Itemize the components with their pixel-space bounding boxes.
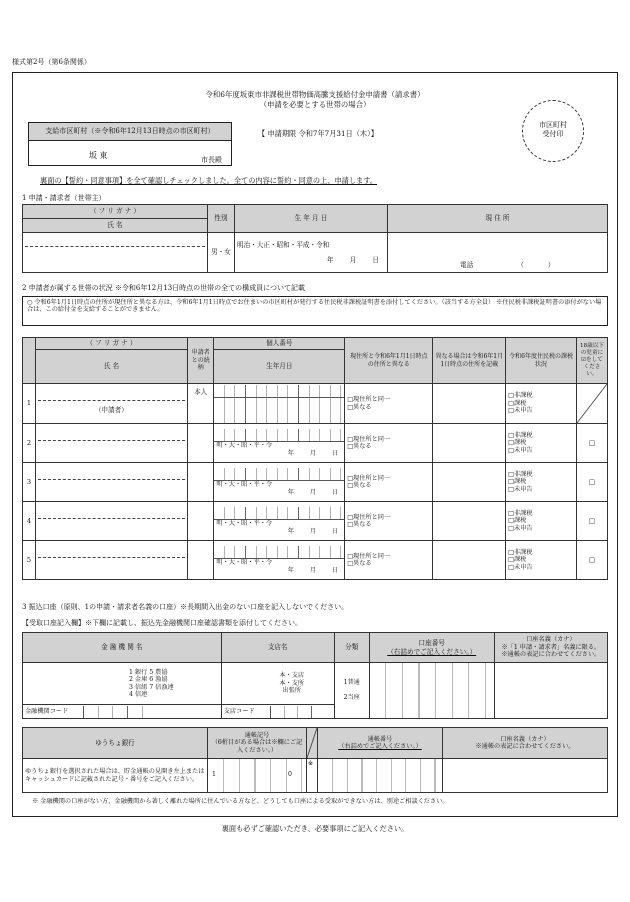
- branch-header: 支店名: [221, 633, 334, 663]
- recipient-label: 支給市区町村（※令和6年12月13日時点の市区町村）: [29, 123, 231, 141]
- gender-header: 性別: [208, 205, 235, 233]
- stamp-line2: 受付印: [542, 129, 564, 138]
- form-code: 様式第2号（第6条関係）: [12, 58, 91, 66]
- row-number-header: [23, 338, 36, 384]
- tax-status-field[interactable]: □非課税 □課税 □未申告: [506, 502, 577, 541]
- member-name-field[interactable]: [35, 502, 187, 541]
- row-number: 2: [23, 424, 36, 463]
- yucho-table: [22, 727, 608, 793]
- row-number: 1: [23, 384, 36, 424]
- consent-statement: 裏面の【誓約・同意事項】を全て確認しチェックしました。全ての内容に誓約・同意の上、申請します。: [40, 176, 378, 185]
- household-birth-header: 生年月日: [214, 350, 345, 384]
- previous-address-field[interactable]: [433, 502, 506, 541]
- applicant-table: [22, 204, 608, 273]
- recipient-box: [28, 122, 232, 166]
- passbook-symbol-header: 通帳記号 （6桁目がある場合は※欄にご記入ください。）: [208, 728, 307, 759]
- member-name-field[interactable]: [35, 541, 187, 580]
- member-name-field[interactable]: [35, 424, 187, 463]
- section1-title: 1 申請・請求者（世帯主）: [22, 194, 106, 202]
- relation-field[interactable]: 本人: [187, 384, 213, 424]
- mynumber-birth-field[interactable]: 明・大・昭・平・令 年 月 日: [214, 541, 345, 580]
- tax-status-field[interactable]: □非課税 □課税 □未申告: [506, 424, 577, 463]
- household-row: [23, 502, 608, 541]
- member-name-field[interactable]: [35, 384, 187, 424]
- birth-ymd: 年 月 日: [327, 255, 379, 264]
- child-header: 18歳以下の児童に☑をしてください。: [577, 338, 608, 384]
- passbook-number-field[interactable]: [318, 759, 443, 793]
- phone-field[interactable]: （ ）: [517, 260, 555, 269]
- gender-options[interactable]: 男・女: [208, 233, 235, 273]
- row-number: 3: [23, 463, 36, 502]
- address-status-field[interactable]: □現住所と同一 □異なる: [345, 463, 433, 502]
- row-number: 5: [23, 541, 36, 580]
- child-check-na: [577, 384, 608, 424]
- recipient-mayor: 市長殿: [201, 156, 222, 164]
- household-table: [22, 337, 608, 580]
- child-checkbox[interactable]: □: [577, 424, 608, 463]
- bank-account-table: [22, 632, 608, 719]
- previous-address-field[interactable]: [433, 424, 506, 463]
- name-header: 氏 名: [23, 219, 208, 233]
- reception-stamp-area: [522, 100, 584, 162]
- passbook-symbol-field[interactable]: 1 0: [208, 759, 307, 793]
- branch-code-field[interactable]: 支店コード: [221, 705, 334, 719]
- account-holder-field[interactable]: [494, 663, 607, 719]
- address-status-field[interactable]: □現住所と同一 □異なる: [345, 541, 433, 580]
- passbook-number-header: 通帳番号 （右詰めでご記入ください。）: [318, 728, 443, 759]
- birth-header: 生 年 月 日: [235, 205, 388, 233]
- relation-field[interactable]: [187, 541, 213, 580]
- relation-field[interactable]: [187, 502, 213, 541]
- branch-type-options[interactable]: 本・支店 本・支所 出張所: [221, 663, 334, 705]
- mynumber-birth-field[interactable]: 明・大・昭・平・令 年 月 日: [214, 463, 345, 502]
- household-name-header: 氏 名: [35, 350, 187, 384]
- section3-subtitle: 【受取口座記入欄】※下欄に記載し、振込先金融機関口座確認書類を添付してください。: [22, 619, 302, 627]
- applicant-birthdate-field[interactable]: [235, 233, 388, 273]
- household-row: [23, 424, 608, 463]
- member-name-field[interactable]: [35, 463, 187, 502]
- yucho-holder-header: 口座名義（カナ） ※通帳の表記に合わせてください。: [443, 728, 608, 759]
- member-name: （申請者）: [94, 406, 128, 414]
- row-number: 4: [23, 502, 36, 541]
- mynumber-birth-field[interactable]: 明・大・昭・平・令 年 月 日: [214, 424, 345, 463]
- applicant-name-field[interactable]: [23, 233, 208, 273]
- tax-status-header: 令和6年度住民税の課税状況: [506, 338, 577, 384]
- application-deadline: 【 申請期限 令和7年7月31日（木）】: [258, 129, 378, 138]
- section2-note: ○ 令和6年1月1日時点の住所が現住所と異なる方は、令和6年1月1日時点でお住まいの市区町村が発行する住民税非課税証明書を添付してください。（該当する方全員） ※住民税非課税証明書の添付がない場合は、この給付金を支給することができません。: [22, 296, 608, 326]
- address-status-field[interactable]: □現住所と同一 □異なる: [345, 424, 433, 463]
- account-type-header: 分類: [334, 633, 369, 663]
- bank-name-field[interactable]: [23, 663, 128, 705]
- account-number-field[interactable]: [369, 663, 494, 719]
- passbook-sixth-digit-field[interactable]: ※: [307, 759, 318, 793]
- child-checkbox[interactable]: □: [577, 502, 608, 541]
- relation-header: 申請者との続柄: [187, 338, 213, 384]
- stamp-line1: 市区町村: [539, 121, 567, 129]
- bank-type-options[interactable]: 1 銀行 5 農協 2 金庫 6 漁協 3 信組 7 信漁連 4 信連: [127, 663, 221, 705]
- address-header: 現 住 所: [388, 205, 608, 233]
- household-row: [23, 463, 608, 502]
- previous-address-field[interactable]: [433, 541, 506, 580]
- bank-code-field[interactable]: 金融機関コード: [23, 705, 222, 719]
- mynumber-birth-field[interactable]: 明・大・昭・平・令 年 月 日: [214, 502, 345, 541]
- tax-status-field[interactable]: □非課税 □課税 □未申告: [506, 541, 577, 580]
- child-checkbox[interactable]: □: [577, 541, 608, 580]
- previous-address-field[interactable]: [433, 463, 506, 502]
- recipient-city: 坂 東: [89, 151, 108, 160]
- form-title: 令和6年度坂東市非課税世帯物価高騰支援給付金申請書（請求書）: [205, 90, 425, 99]
- furigana-header: （ フ リ ガ ナ ）: [23, 205, 208, 219]
- relation-field[interactable]: [187, 424, 213, 463]
- section2-title: 2 申請者が属する世帯の状況 ※令和6年12月13日時点の世帯の全ての構成員について記載: [22, 284, 306, 292]
- tax-status-field[interactable]: □非課税 □課税 □未申告: [506, 384, 577, 424]
- passbook-divider: [307, 728, 318, 759]
- account-number-header: 口座番号 （右詰めでご記入ください。）: [369, 633, 494, 663]
- tax-status-field[interactable]: □非課税 □課税 □未申告: [506, 463, 577, 502]
- account-type-options[interactable]: 1普通 2当座: [334, 663, 369, 719]
- household-furigana-header: （ フ リ ガ ナ ）: [35, 338, 187, 350]
- address-status-field[interactable]: □現住所と同一 □異なる: [345, 384, 433, 424]
- address-status-field[interactable]: □現住所と同一 □異なる: [345, 502, 433, 541]
- household-row: [23, 384, 608, 424]
- account-holder-header: 口座名義（カナ） ※「1 申請・請求者」名義に限る。 ※通帳の表記に合わせてください。: [494, 633, 607, 663]
- previous-address-field[interactable]: [433, 384, 506, 424]
- era-options: 明治・大正・昭和・平成・令和: [237, 241, 330, 250]
- yucho-header: ゆうちょ銀行: [23, 728, 208, 759]
- address-same-header: 現住所と令和6年1月1日時点の住所と異なる: [345, 338, 433, 384]
- bank-name-header: 金 融 機 関 名: [23, 633, 222, 663]
- mynumber-birth-field[interactable]: [214, 384, 345, 424]
- mynumber-header: 個人番号: [214, 338, 345, 350]
- applicant-address-field[interactable]: [388, 233, 608, 273]
- household-row: [23, 541, 608, 580]
- section3-footnote: ※ 金融機関の口座がない方、金融機関から著しく離れた場所に住んでいる方など、どうしても口座による受取ができない方は、別途ご相談ください。: [32, 798, 449, 805]
- footer-note: 裏面も必ずご確認いただき、必要事項にご記入ください。: [221, 824, 409, 833]
- relation-field[interactable]: [187, 463, 213, 502]
- yucho-holder-field[interactable]: [443, 759, 608, 793]
- section3-title: 3 振込口座（原則、1の申請・請求者名義の口座）※長期間入出金のない口座を記入しないでください。: [22, 603, 349, 611]
- child-checkbox[interactable]: □: [577, 463, 608, 502]
- phone-label: 電話: [460, 260, 474, 269]
- yucho-note: ゆうちょ銀行を選択された場合は、貯金通帳の見開き左上またはキャッシュカードに記載された記号・番号をご記入ください。: [23, 759, 208, 793]
- address-diff-header: 異なる場合は令和6年1月1日時点の住所を記載: [433, 338, 506, 384]
- form-subtitle: （申請を必要とする世帯の場合）: [259, 100, 371, 109]
